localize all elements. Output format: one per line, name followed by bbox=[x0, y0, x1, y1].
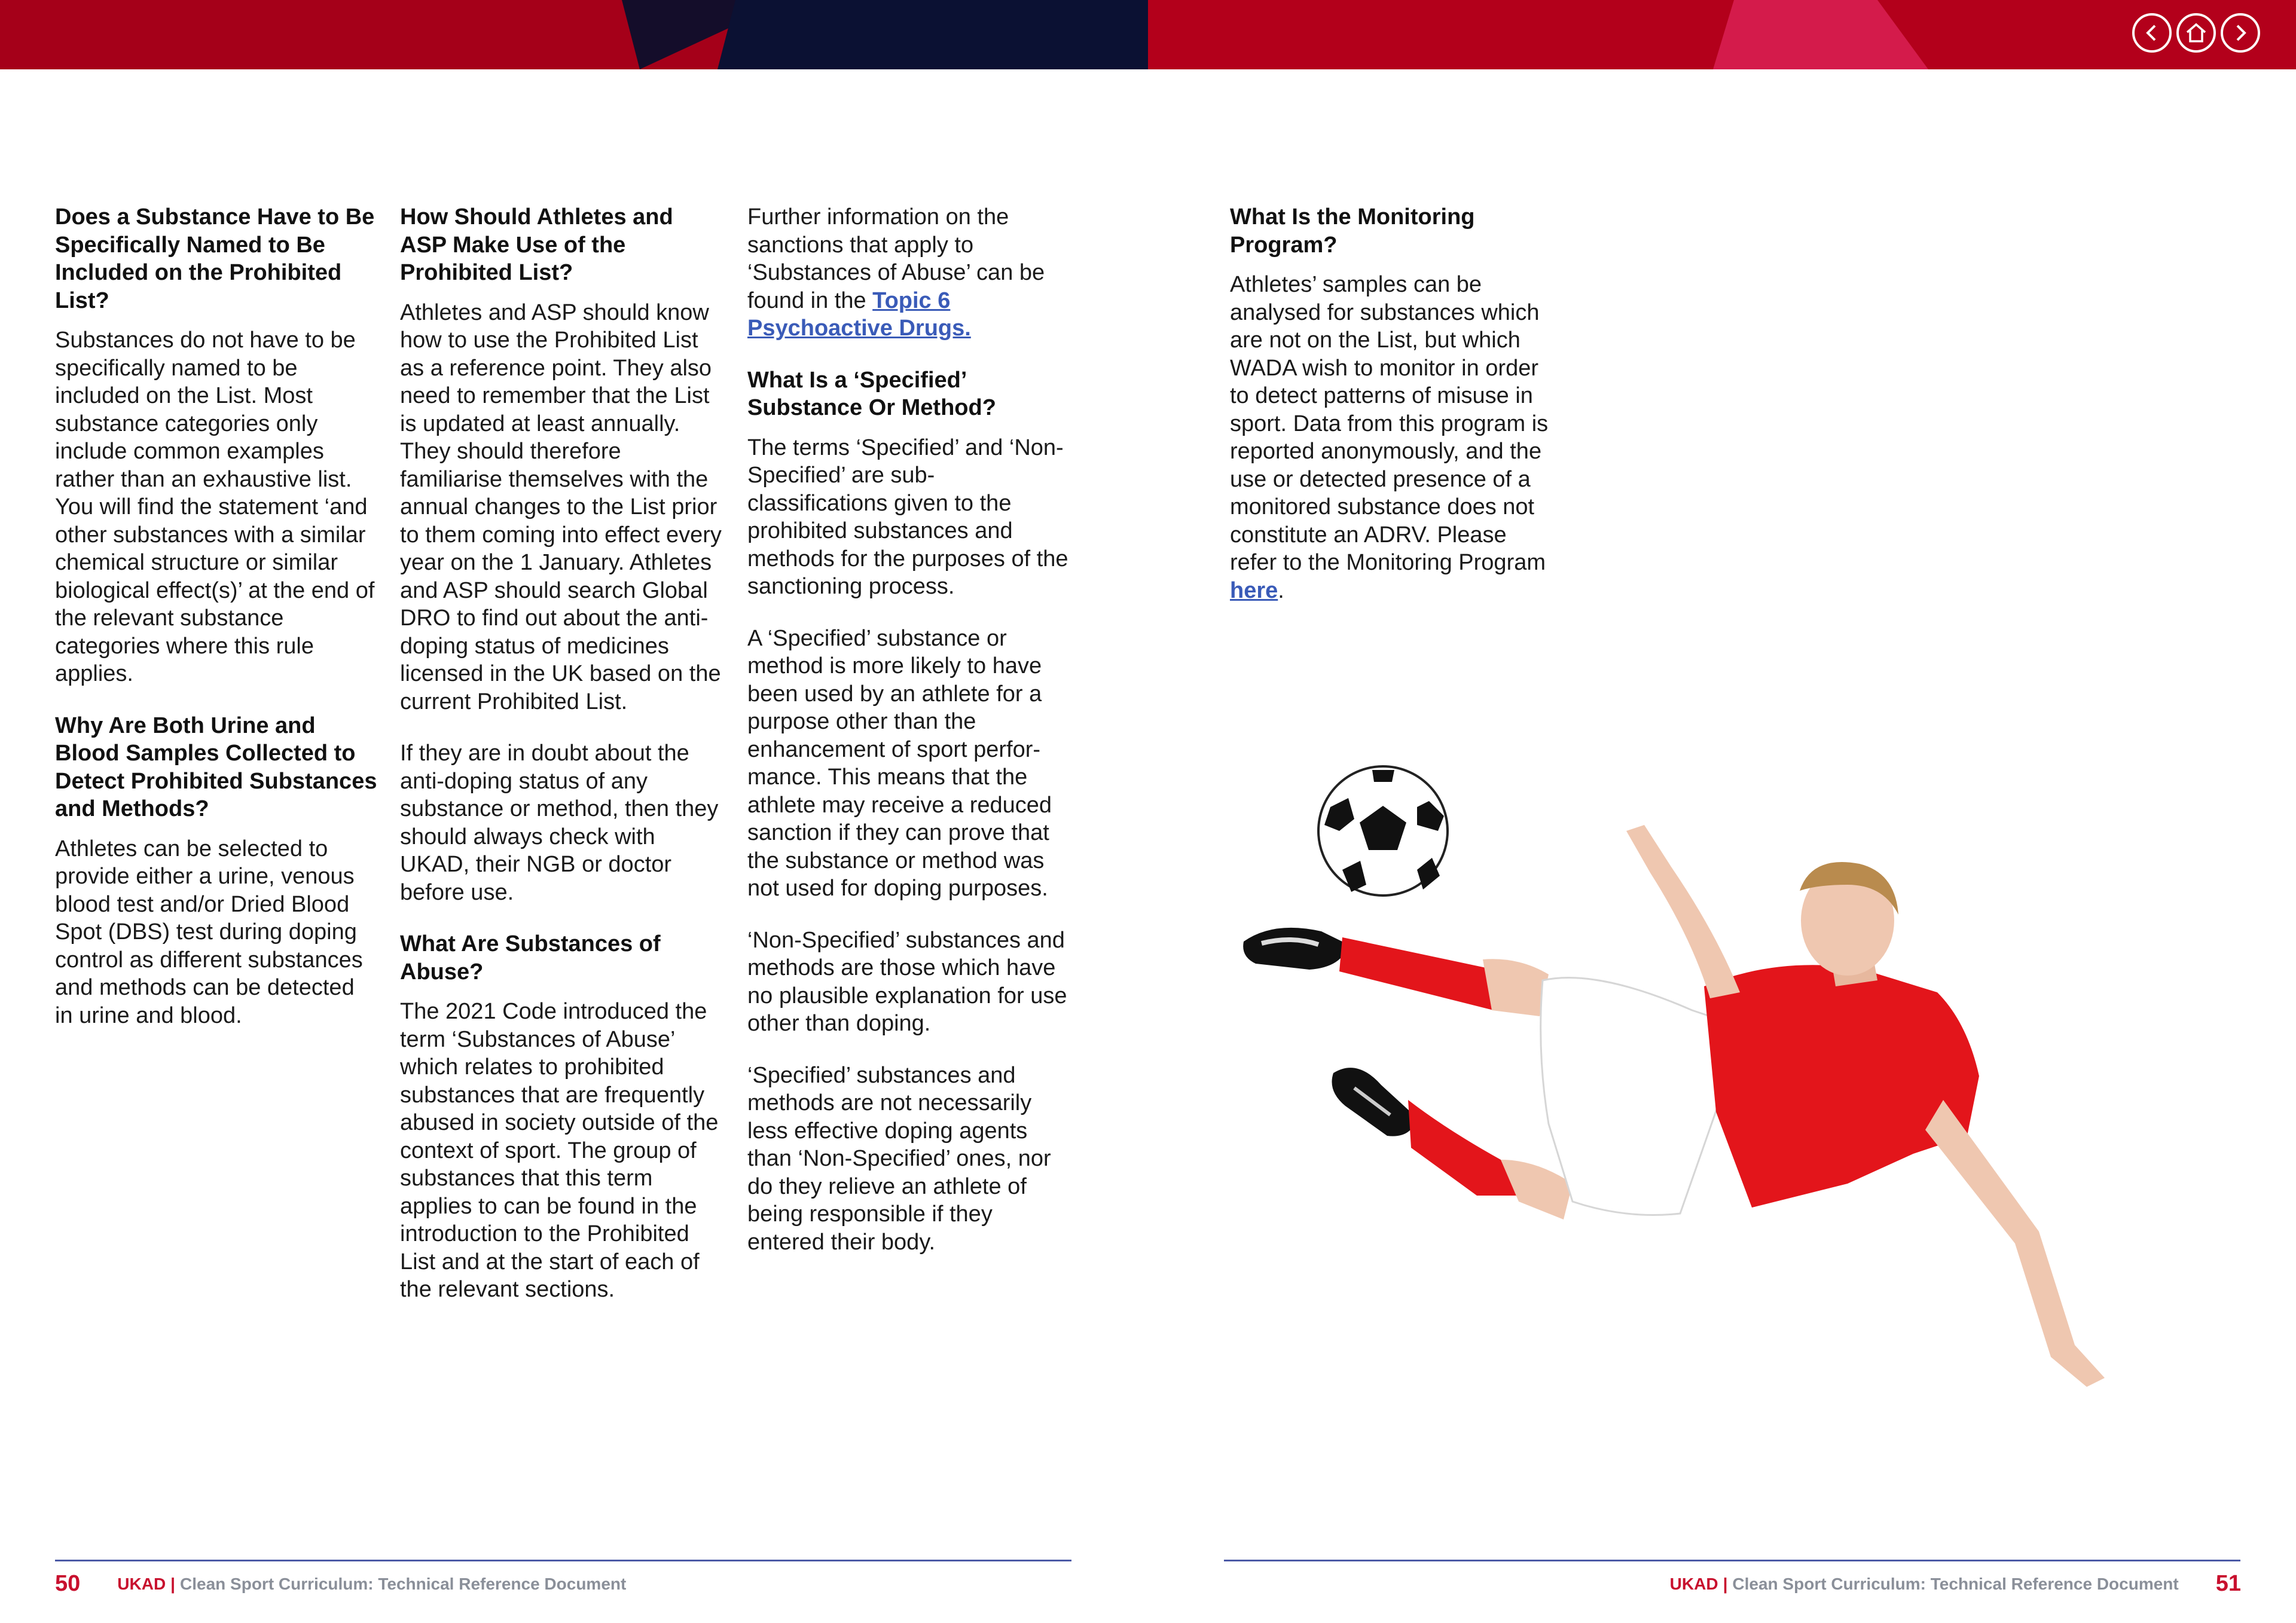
extended-arm bbox=[1925, 1100, 2105, 1387]
footer-doc-title-left: Clean Sport Curriculum: Technical Reference Document bbox=[180, 1574, 627, 1593]
footer-right bbox=[1670, 1571, 2241, 1597]
heading-urine-blood: Why Are Both Urine and Blood Samples Collected to Detect Prohibited Substances and Methods? bbox=[55, 713, 377, 821]
paragraph-specified-likely: A ‘Specified’ substance or method is more likely to have been used by an athlete for a purpose other than the enhancement of sport perfor-mance. This means that the athlete may receive a reduced sanction if they can prove that the substance or method was not used for doping purposes. bbox=[747, 625, 1052, 901]
monitoring-text: Athletes’ samples can be analysed for substances which are not on the List, but which WADA wish to monitor in order to detect patterns of misuse in sport. Data from this program is reported anonymously, and the use or detected presence of a monitored substance does not constitute an ADRV. Please refer to the Monitoring Program bbox=[1230, 272, 1549, 575]
paragraph-monitoring-program bbox=[1230, 271, 1553, 604]
footballer-illustration bbox=[1238, 741, 2266, 1471]
paragraph-use-prohibited-list: Athletes and ASP should know how to use the Prohibited List as a reference point. They also need to remember that the List is updated at least annually. They should therefore familiarise themselves with the annual changes to the List prior to them coming into effect every year on the 1 January. Athletes and ASP should search Global DRO to find out about the anti-doping status of medicines licensed in the UK based on the current Prohibited List. bbox=[400, 299, 722, 714]
paragraph-specified-effective: ‘Specified’ substances and methods are not necessarily less effective doping agents than ‘Non-Specified’ ones, nor do they relieve an athlete of being responsible if they entered their body. bbox=[747, 1062, 1051, 1255]
paragraph-specified-terms: The terms ‘Specified’ and ‘Non-Specified’ are sub-classifications given to the prohibited substances and methods for the purposes of the sanctioning process. bbox=[747, 435, 1068, 599]
white-shorts bbox=[1541, 978, 1728, 1215]
back-button[interactable] bbox=[2132, 13, 2172, 53]
column-1 bbox=[55, 203, 378, 1053]
home-icon bbox=[2185, 22, 2208, 44]
home-button[interactable] bbox=[2176, 13, 2216, 53]
footer-brand-right: UKAD bbox=[1669, 1574, 1718, 1593]
heading-use-prohibited-list: How Should Athletes and ASP Make Use of the Prohibited List? bbox=[400, 204, 673, 285]
heading-substance-named: Does a Substance Have to Be Specifically Named to Be Included on the Prohibited List? bbox=[55, 204, 375, 313]
monitoring-end: . bbox=[1278, 577, 1284, 603]
paragraph-doubt: If they are in doubt about the anti-doping status of any substance or method, then they should always check with UKAD, their NGB or doctor before use. bbox=[400, 741, 719, 905]
monitoring-here-link[interactable]: here bbox=[1230, 577, 1278, 603]
footer-separator-right: | bbox=[1723, 1574, 1728, 1593]
red-jersey bbox=[1704, 965, 1979, 1208]
lower-leg bbox=[1332, 1068, 1573, 1219]
footer-doc-title-right: Clean Sport Curriculum: Technical Reference Document bbox=[1732, 1574, 2179, 1593]
paragraph-substance-named: Substances do not have to be specifically named to be included on the List. Most substance categories only include common examples rather than an exhaustive list. You will find the statement ‘and other substances with a similar chemical structure or similar biological effect(s)’ at the end of the relevant substance categories where this rule applies. bbox=[55, 328, 375, 686]
paragraph-substances-of-abuse: The 2021 Code introduced the term ‘Substances of Abuse’ which relates to prohibited substances that are frequently abused in society outside of the context of sport. The group of substances that this term applies to can be found in the introduction to the Prohibited List and at the start of each of the relevant sections. bbox=[400, 999, 719, 1302]
column-4 bbox=[1230, 203, 1553, 628]
upper-leg bbox=[1243, 928, 1549, 1016]
page-navigation bbox=[2132, 13, 2260, 53]
page-number-left: 50 bbox=[55, 1571, 81, 1596]
heading-specified: What Is a ‘Specified’ Substance Or Method? bbox=[747, 367, 996, 420]
footer-rule-left bbox=[55, 1560, 1071, 1561]
topic-6-link[interactable]: Topic 6 Psychoactive Drugs. bbox=[747, 288, 971, 341]
forward-button[interactable] bbox=[2221, 13, 2260, 53]
footer-left bbox=[55, 1571, 626, 1597]
further-info-text: Further information on the sanctions that apply to ‘Substances of Abuse’ can be found in the bbox=[747, 204, 1045, 313]
footer-rule-right bbox=[1224, 1560, 2240, 1561]
raised-arm bbox=[1626, 825, 1740, 998]
chevron-right-icon bbox=[2230, 23, 2251, 43]
footer-separator-left: | bbox=[170, 1574, 176, 1593]
paragraph-further-info bbox=[747, 203, 1070, 343]
footer-brand-left: UKAD bbox=[117, 1574, 166, 1593]
column-2 bbox=[400, 203, 723, 1328]
paragraph-non-specified: ‘Non-Specified’ substances and methods are those which have no plausible explanation for use other than doping. bbox=[747, 927, 1067, 1036]
banner-graphic bbox=[0, 0, 2296, 69]
page-number-right: 51 bbox=[2215, 1571, 2241, 1596]
paragraph-urine-blood: Athletes can be selected to provide either a urine, venous blood test and/or Dried Blood Spot (DBS) test during doping control as different substances and methods can be detected in urine and blood. bbox=[55, 836, 363, 1028]
top-banner bbox=[0, 0, 2296, 69]
heading-monitoring-program: What Is the Monitoring Program? bbox=[1230, 204, 1475, 258]
chevron-left-icon bbox=[2142, 23, 2162, 43]
column-3 bbox=[747, 203, 1070, 1280]
football-icon bbox=[1318, 766, 1448, 895]
heading-substances-of-abuse: What Are Substances of Abuse? bbox=[400, 931, 661, 985]
